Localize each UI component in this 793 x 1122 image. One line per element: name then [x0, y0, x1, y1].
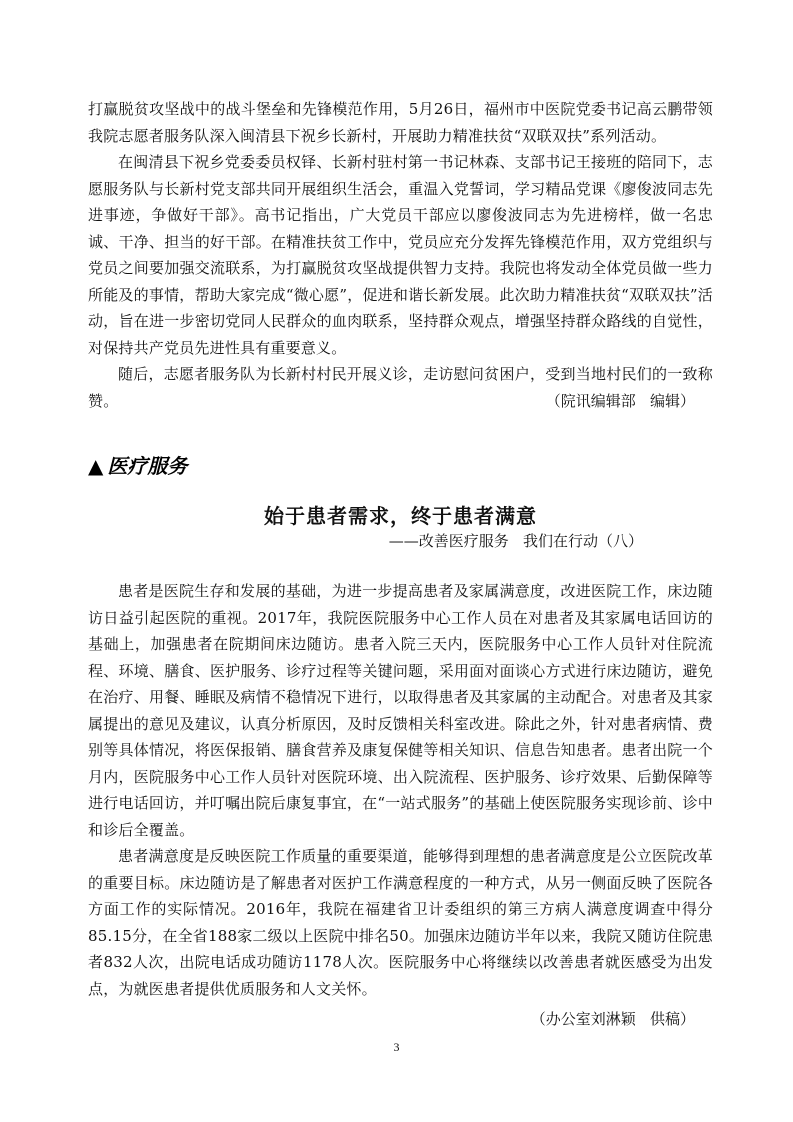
triangle-marker-icon: ▲: [88, 454, 104, 478]
main-credit: （办公室刘淋颖 供稿）: [530, 1010, 695, 1028]
main-paragraph-1: 患者是医院生存和发展的基础，为进一步提高患者及家属满意度，改进医院工作，床边随访日益引起医院的重视。2017年，我院医院服务中心工作人员在对患者及其家属电话回访的基础上，加强患者在院期间床边随访。患者入院三天内，医院服务中心工作人员针对住院流程、环境、膳食、医护服务、诊疗过程等关键问题，采用面对面谈心方式进行床边随访，避免在治疗、用餐、睡眠及病情不稳情况下进行，以取得患者及其家属的主动配合。对患者及其家属提出的意见及建议，认真分析原因，及时反馈相关科室改进。除此之外，针对患者病情、费别等具体情况，将医保报销、膳食营养及康复保健等相关知识、信息告知患者。患者出院一个月内，医院服务中心工作人员针对医院环境、出入院流程、医护服务、诊疗效果、后勤保障等进行电话回访，并叮嘱出院后康复事宜，在“一站式服务”的基础上使医院服务实现诊前、诊中和诊后全覆盖。: [88, 582, 713, 839]
section-heading: [88, 450, 187, 479]
main-paragraph-2: 患者满意度是反映医院工作质量的重要渠道，能够得到理想的患者满意度是公立医院改革的重要目标。床边随访是了解患者对医护工作满意程度的一种方式，从另一侧面反映了医院各方面工作的实际情况。2016年，我院在福建省卫计委组织的第三方病人满意度调查中得分85.15分，在全省188家二级以上医院中排名50。加强床边随访半年以来，我院又随访住院患者832人次，出院电话成功随访1178人次。医院服务中心将继续以改善患者就医感受为出发点，为就医患者提供优质服务和人文关怀。: [88, 847, 713, 998]
page-number: 3: [393, 1040, 400, 1054]
intro-credit: （院讯编辑部 编辑）: [545, 392, 695, 410]
section-heading-text: 医疗服务: [107, 454, 188, 478]
intro-paragraph-2: 在闽清县下祝乡党委委员权铎、长新村驻村第一书记林森、支部书记王接班的陪同下，志愿服务队与长新村党支部共同开展组织生活会，重温入党誓词，学习精品党课《廖俊波同志先进事迹，争做好干部》。高书记指出，广大党员干部应以廖俊波同志为先进榜样，做一名忠诚、干净、担当的好干部。在精准扶贫工作中，党员应充分发挥先锋模范作用，双方党组织与党员之间要加强交流联系，为打赢脱贫攻坚战提供智力支持。我院也将发动全体党员做一些力所能及的事情，帮助大家完成“微心愿”，促进和谐长新发展。此次助力精准扶贫“双联双扶”活动，旨在进一步密切党同人民群众的血肉联系，坚持群众观点，增强坚持群众路线的自觉性，对保持共产党员先进性具有重要意义。: [88, 153, 713, 357]
intro-paragraph-3: 随后，志愿者服务队为长新村村民开展义诊，走访慰问贫困户，受到当地村民们的一致称赞。: [88, 365, 713, 410]
intro-article: [88, 96, 713, 414]
main-article: [88, 578, 713, 1032]
article-subtitle: ——改善医疗服务 我们在行动（八）: [388, 532, 643, 550]
article-title: 始于患者需求，终于患者满意: [264, 504, 537, 528]
intro-paragraph-1: 打赢脱贫攻坚战中的战斗堡垒和先锋模范作用，5月26日，福州市中医院党委书记高云鹏带领我院志愿者服务队深入闽清县下祝乡长新村，开展助力精准扶贫“双联双扶”系列活动。: [88, 100, 713, 145]
